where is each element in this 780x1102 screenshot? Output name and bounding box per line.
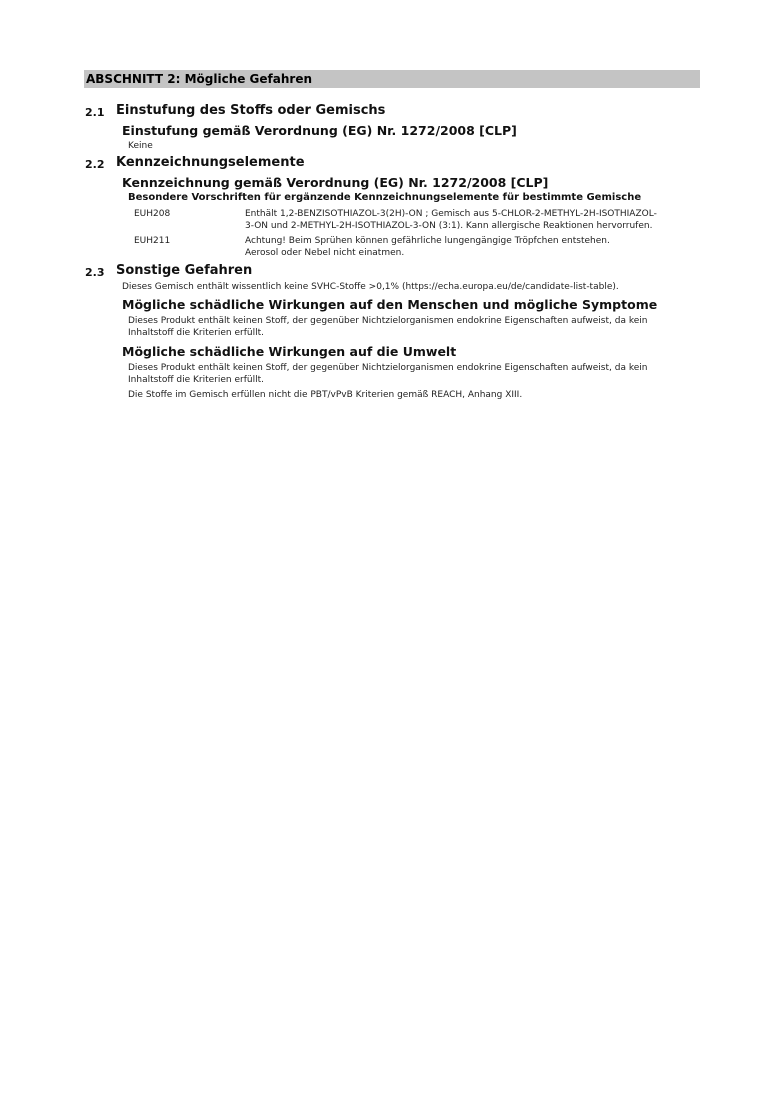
euh-code: EUH211 [134,236,171,246]
pbt-statement: Die Stoffe im Gemisch erfüllen nicht die PBT/vPvB Kriterien gemäß REACH, Anhang XIII. [128,390,523,400]
euh-description-line: 3-ON und 2-METHYL-2H-ISOTHIAZOL-3-ON (3:1). Kann allergische Reaktionen hervorrufen. [245,221,653,231]
classification-value: Keine [128,141,153,151]
section-2-1-subtitle: Einstufung gemäß Verordnung (EG) Nr. 1272/2008 [CLP] [122,123,517,138]
euh-code: EUH208 [134,209,171,219]
section-header: ABSCHNITT 2: Mögliche Gefahren [84,70,700,88]
euh-description-line: Enthält 1,2-BENZISOTHIAZOL-3(2H)-ON ; Gemisch aus 5-CHLOR-2-METHYL-2H-ISOTHIAZOL- [245,209,657,219]
section-2-2-subtitle: Kennzeichnung gemäß Verordnung (EG) Nr. 1272/2008 [CLP] [122,175,549,190]
human-effects-line: Dieses Produkt enthält keinen Stoff, der gegenüber Nichtzielorganismen endokrine Eigenschaften aufweist, da kein [128,316,648,326]
environment-effects-line: Dieses Produkt enthält keinen Stoff, der gegenüber Nichtzielorganismen endokrine Eigenschaften aufweist, da kein [128,363,648,373]
section-2-1-number: 2.1 [85,106,105,119]
special-provisions-heading: Besondere Vorschriften für ergänzende Kennzeichnungselemente für bestimmte Gemische [128,192,642,203]
environment-effects-line: Inhaltstoff die Kriterien erfüllt. [128,375,264,385]
euh-description-line: Aerosol oder Nebel nicht einatmen. [245,248,405,258]
human-effects-heading: Mögliche schädliche Wirkungen auf den Menschen und mögliche Symptome [122,297,658,312]
section-2-1-title: Einstufung des Stoffs oder Gemischs [116,103,386,118]
section-2-3-title: Sonstige Gefahren [116,263,253,278]
section-2-3-number: 2.3 [85,266,105,279]
euh-description-line: Achtung! Beim Sprühen können gefährliche lungengängige Tröpfchen entstehen. [245,236,610,246]
section-2-2-title: Kennzeichnungselemente [116,155,305,170]
section-2-2-number: 2.2 [85,158,105,171]
environment-effects-heading: Mögliche schädliche Wirkungen auf die Umwelt [122,344,457,359]
human-effects-line: Inhaltstoff die Kriterien erfüllt. [128,328,264,338]
svhc-statement: Dieses Gemisch enthält wissentlich keine SVHC-Stoffe >0,1% (https://echa.europa.eu/de/candidate-list-table). [122,282,619,292]
